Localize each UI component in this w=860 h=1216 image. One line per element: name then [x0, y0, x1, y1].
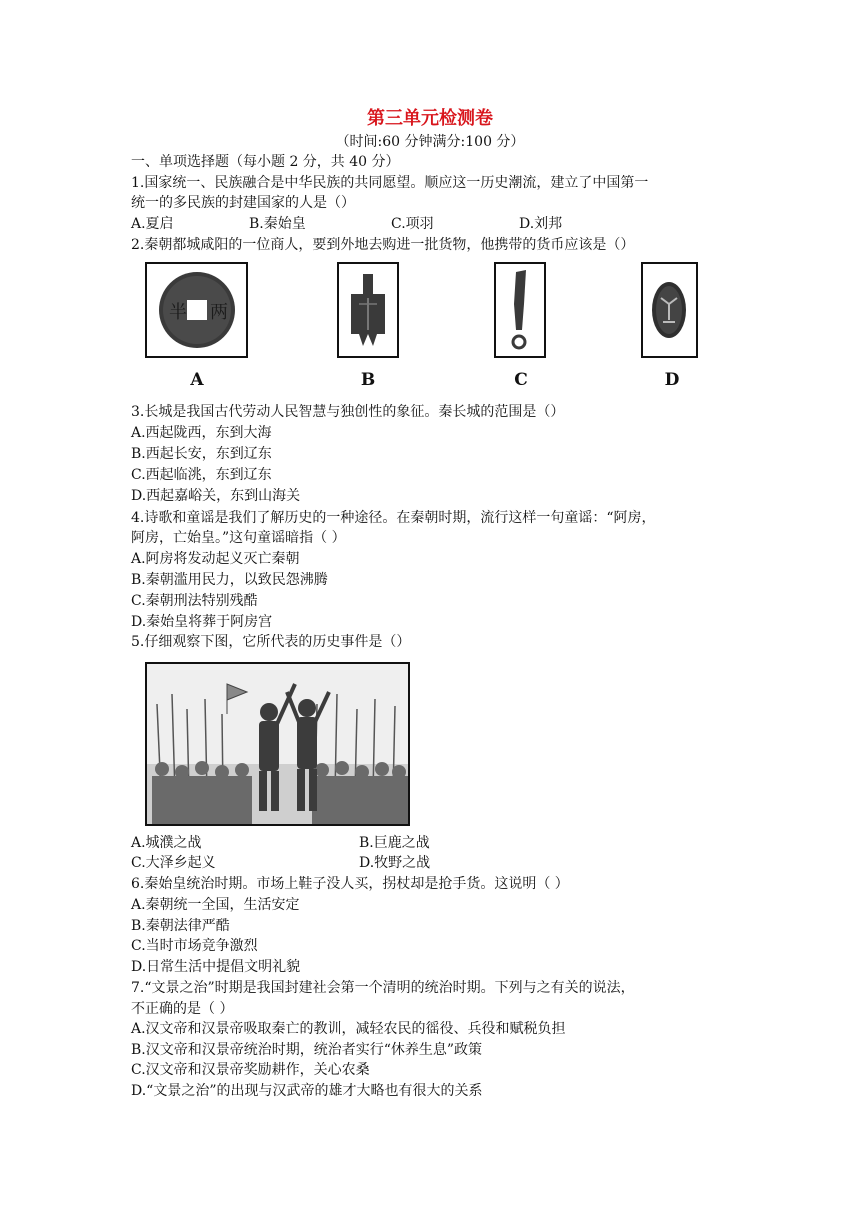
uprising-illustration: [145, 662, 410, 826]
question-3-option-d: D.西起嘉峪关，东到山海关: [131, 488, 301, 504]
question-3-option-c: C.西起临洮，东到辽东: [131, 467, 272, 483]
coin-figure-a: [145, 262, 248, 358]
question-7-option-a: A.汉文帝和汉景帝吸取秦亡的教训，减轻农民的徭役、兵役和赋税负担: [131, 1021, 566, 1037]
question-4-line-1: 4.诗歌和童谣是我们了解历史的一种途径。在秦朝时期，流行这样一句童谣：“阿房，: [131, 510, 656, 526]
question-4-option-d: D.秦始皇将葬于阿房宫: [131, 614, 273, 630]
question-5-option-d: D.牧野之战: [359, 855, 431, 871]
coin-figure-b: [337, 262, 399, 358]
round-coin-icon: [147, 264, 246, 356]
question-3-text: 3.长城是我国古代劳动人民智慧与独创性的象征。秦长城的范围是（）: [131, 404, 565, 420]
coin-label-a: A: [190, 370, 204, 390]
section-heading: 一、单项选择题（每小题 2 分，共 40 分）: [131, 154, 400, 170]
question-1-line-1: 1.国家统一、民族融合是中华民族的共同愿望。顺应这一历史潮流，建立了中国第一: [131, 175, 649, 191]
question-6-option-c: C.当时市场竞争激烈: [131, 938, 258, 954]
question-4-option-b: B.秦朝滥用民力，以致民怨沸腾: [131, 572, 328, 588]
question-1-option-c: C.项羽: [391, 216, 434, 232]
question-1-option-b: B.秦始皇: [249, 216, 306, 232]
svg-text:半: 半: [169, 302, 187, 323]
question-5-option-c: C.大泽乡起义: [131, 855, 216, 871]
ant-nose-coin-icon: [643, 264, 696, 356]
coin-figure-d: [641, 262, 698, 358]
question-7-line-1: 7.“文景之治”时期是我国封建社会第一个清明的统治时期。下列与之有关的说法，: [131, 980, 635, 996]
question-4-line-2: 阿房，亡始皇。”这句童谣暗指（ ）: [131, 530, 346, 546]
question-1-option-d: D.刘邦: [519, 216, 563, 232]
question-5-text: 5.仔细观察下图，它所代表的历史事件是（）: [131, 634, 411, 650]
question-4-option-c: C.秦朝刑法特别残酷: [131, 593, 258, 609]
question-1-line-2: 统一的多民族的封建国家的人是（）: [131, 195, 355, 211]
question-1-option-a: A.夏启: [131, 216, 174, 232]
question-3-option-a: A.西起陇西，东到大海: [131, 425, 272, 441]
svg-text:两: 两: [210, 302, 228, 323]
uprising-scene-icon: [147, 664, 408, 824]
question-4-option-a: A.阿房将发动起义灭亡秦朝: [131, 551, 300, 567]
question-6-option-d: D.日常生活中提倡文明礼貌: [131, 959, 301, 975]
coin-label-d: D: [664, 370, 680, 390]
question-7-option-c: C.汉文帝和汉景帝奖励耕作，关心农桑: [131, 1062, 370, 1078]
question-7-line-2: 不正确的是（ ）: [131, 1001, 234, 1017]
question-5-option-b: B.巨鹿之战: [359, 835, 430, 851]
spade-coin-icon: [339, 264, 397, 356]
coin-label-c: C: [514, 370, 528, 390]
exam-subtitle: （时间:60 分钟满分:100 分）: [335, 134, 525, 150]
question-6-option-a: A.秦朝统一全国，生活安定: [131, 897, 300, 913]
coin-label-b: B: [360, 370, 376, 390]
question-7-option-d: D.“文景之治”的出现与汉武帝的雄才大略也有很大的关系: [131, 1083, 483, 1099]
question-6-text: 6.秦始皇统治时期。市场上鞋子没人买，拐杖却是抢手货。这说明（ ）: [131, 876, 569, 892]
question-3-option-b: B.西起长安，东到辽东: [131, 446, 272, 462]
question-2-text: 2.秦朝都城咸阳的一位商人，要到外地去购进一批货物，他携带的货币应该是（）: [131, 237, 635, 253]
coin-figure-c: [494, 262, 546, 358]
page-title: 第三单元检测卷: [367, 108, 493, 129]
question-7-option-b: B.汉文帝和汉景帝统治时期，统治者实行“休养生息”政策: [131, 1042, 483, 1058]
question-5-option-a: A.城濮之战: [131, 835, 202, 851]
question-6-option-b: B.秦朝法律严酷: [131, 918, 230, 934]
knife-coin-icon: [496, 264, 544, 356]
